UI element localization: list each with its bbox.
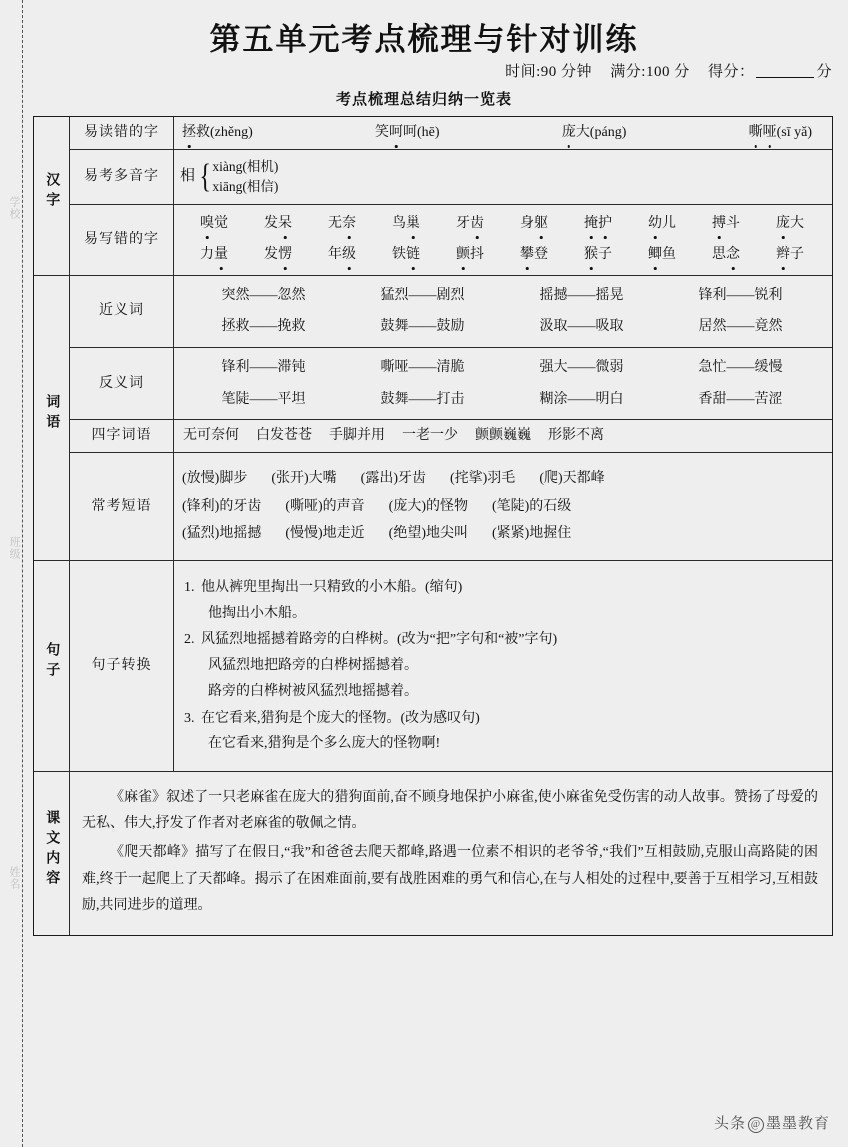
miswritten-item: 掩护 xyxy=(566,213,630,235)
table-row xyxy=(34,420,833,453)
table-row xyxy=(34,205,833,275)
table-row xyxy=(34,771,833,935)
cell-synonyms xyxy=(174,275,833,347)
phrase-item: (猛烈)地摇撼 xyxy=(182,526,262,542)
cell-misread xyxy=(174,117,833,150)
exam-time: 时间:90 分钟 xyxy=(505,64,593,80)
row-label-antonyms: 反义词 xyxy=(70,347,174,419)
sentence-number: 2. xyxy=(184,632,195,648)
sentence-answer: 风猛烈地把路旁的白桦树摇撼着。 xyxy=(208,658,418,674)
sentence-answer: 路旁的白桦树被风猛烈地摇撼着。 xyxy=(208,683,418,699)
cell-polyphonic xyxy=(174,149,833,205)
at-icon: @ xyxy=(748,1117,764,1133)
phrases-block xyxy=(180,458,826,555)
review-points-table xyxy=(33,116,833,936)
margin-note-class: 班级 xyxy=(8,536,20,560)
phrase-item: (张开)大嘴 xyxy=(271,471,337,486)
row-label-sentence-change: 句子转换 xyxy=(70,561,174,772)
sentence-item xyxy=(184,708,824,755)
phrase-item: (露出)牙齿 xyxy=(360,471,426,486)
miswritten-item: 鸟巢 xyxy=(374,213,438,235)
group-label-kewen xyxy=(34,771,70,935)
polyphonic-reading-1: xiàng(相机) xyxy=(212,158,279,174)
polyphonic-block xyxy=(180,155,826,200)
passage-paragraph: 《麻雀》叙述了一只老麻雀在庞大的猎狗面前,奋不顾身地保护小麻雀,使小麻雀免受伤害的动人故事。赞扬了母爱的无私、伟大,抒发了作者对老麻雀的敬佩之情。 xyxy=(82,789,818,832)
antonym-pair: 锋利——滞钝 xyxy=(221,359,306,375)
row-label-misread: 易读错的字 xyxy=(70,117,174,150)
misread-list xyxy=(180,122,826,144)
sentence-answer: 在它看来,猎狗是个多么庞大的怪物啊! xyxy=(208,736,441,752)
miswritten-item: 鲫鱼 xyxy=(630,244,694,266)
antonym-pair: 糊涂——明白 xyxy=(539,391,624,407)
phrase-line xyxy=(182,496,824,518)
miswritten-item: 牙齿 xyxy=(438,213,502,235)
phrase-item: (庞大)的怪物 xyxy=(388,498,468,514)
miswritten-item: 猴子 xyxy=(566,244,630,266)
phrase-item: (绝望)地尖叫 xyxy=(388,526,468,542)
miswritten-grid xyxy=(180,210,826,269)
group-label-juzi-text: 句子 xyxy=(44,642,60,683)
row-label-idioms: 四字词语 xyxy=(70,420,174,453)
brace-icon: { xyxy=(199,158,211,196)
exam-score-unit: 分 xyxy=(816,64,832,80)
antonym-pair: 嘶哑——清脆 xyxy=(380,359,465,375)
synonyms-grid xyxy=(180,281,826,342)
margin-note-school: 学校 xyxy=(8,196,20,220)
sentence-question-row xyxy=(184,577,824,599)
cell-passage xyxy=(70,771,833,935)
sentence-question: 在它看来,猎狗是个庞大的怪物。(改为感叹句) xyxy=(201,710,480,726)
misread-item-3: 庞大(páng) xyxy=(562,122,627,144)
miswritten-item: 无奈 xyxy=(310,213,374,235)
synonym-pair: 汲取——吸取 xyxy=(539,319,624,335)
binding-dashed-line xyxy=(22,0,23,1147)
miswritten-item: 力量 xyxy=(182,244,246,266)
antonyms-grid xyxy=(180,353,826,414)
exam-total-score: 满分:100 分 xyxy=(610,64,690,80)
phrase-item: (慢慢)地走近 xyxy=(285,526,365,542)
cell-phrases xyxy=(174,453,833,561)
synonym-pair: 突然——忽然 xyxy=(221,287,306,303)
group-label-hanzi-text: 汉字 xyxy=(44,171,60,212)
passage-block xyxy=(76,777,826,930)
phrase-line xyxy=(182,523,824,545)
miswritten-item: 发呆 xyxy=(246,213,310,235)
polyphonic-readings xyxy=(212,157,278,198)
phrase-item: (笔陡)的石级 xyxy=(491,498,572,514)
group-label-ciyu xyxy=(34,275,70,561)
miswritten-item: 颤抖 xyxy=(438,244,502,266)
synonym-pair: 锋利——锐利 xyxy=(698,287,783,303)
row-label-synonyms: 近义词 xyxy=(70,275,174,347)
sentence-item xyxy=(184,577,824,624)
margin-note-name: 姓名 xyxy=(8,866,20,890)
exam-score-label: 得分： xyxy=(707,64,755,80)
row-label-miswritten: 易写错的字 xyxy=(70,205,174,275)
synonym-pair: 居然——竟然 xyxy=(698,319,783,335)
miswritten-item: 年级 xyxy=(310,244,374,266)
miswritten-item: 庞大 xyxy=(758,213,822,235)
idiom-item: 一老一少 xyxy=(402,428,458,444)
miswritten-item: 幼儿 xyxy=(630,213,694,235)
group-label-kewen-text: 课文内容 xyxy=(44,809,60,890)
idiom-item: 颤颤巍巍 xyxy=(475,428,531,444)
miswritten-item: 嗅觉 xyxy=(182,213,246,235)
table-row xyxy=(34,561,833,772)
idiom-item: 白发苍苍 xyxy=(256,428,312,444)
miswritten-item: 攀登 xyxy=(502,244,566,266)
antonym-pair: 笔陡——平坦 xyxy=(221,391,306,407)
phrase-item: (锋利)的牙齿 xyxy=(182,498,262,514)
phrase-line xyxy=(182,468,824,490)
miswritten-item: 思念 xyxy=(694,244,758,266)
watermark-prefix: 头条 xyxy=(713,1116,746,1132)
synonym-pair: 摇撼——摇晃 xyxy=(539,287,624,303)
group-label-ciyu-text: 词语 xyxy=(44,393,60,434)
sentence-number: 3. xyxy=(184,710,195,726)
antonym-pair: 强大——微弱 xyxy=(539,359,624,375)
idiom-item: 手脚并用 xyxy=(329,428,385,444)
misread-item-4: 嘶哑(sī yǎ) xyxy=(749,122,812,144)
miswritten-item: 身躯 xyxy=(502,213,566,235)
phrase-item: (紧紧)地握住 xyxy=(491,526,572,542)
table-row xyxy=(34,149,833,205)
idiom-item: 形影不离 xyxy=(548,428,604,444)
phrase-item: (爬)天都峰 xyxy=(539,471,605,486)
table-subtitle: 考点梳理总结归纳一览表 xyxy=(335,92,512,108)
miswritten-item: 辫子 xyxy=(758,244,822,266)
sentence-item xyxy=(184,629,824,702)
sentence-question-row xyxy=(184,708,824,730)
cell-idioms xyxy=(174,420,833,453)
synonym-pair: 鼓舞——鼓励 xyxy=(380,319,465,335)
table-row xyxy=(34,117,833,150)
polyphonic-reading-2: xiāng(相信) xyxy=(212,178,279,194)
idiom-item: 无可奈何 xyxy=(183,428,239,444)
polyphonic-char: 相 xyxy=(180,168,196,185)
watermark-name: 墨墨教育 xyxy=(765,1116,830,1132)
antonym-pair: 香甜——苦涩 xyxy=(698,391,783,407)
synonym-pair: 拯救——挽救 xyxy=(221,319,306,335)
cell-antonyms xyxy=(174,347,833,419)
miswritten-item: 铁链 xyxy=(374,244,438,266)
sentence-number: 1. xyxy=(184,580,195,596)
watermark xyxy=(714,1112,830,1133)
antonym-pair: 急忙——缓慢 xyxy=(698,359,783,375)
idioms-list xyxy=(180,425,826,447)
cell-miswritten xyxy=(174,205,833,275)
page-title: 第五单元考点梳理与针对训练 xyxy=(209,22,639,58)
sentence-question: 风猛烈地摇撼着路旁的白桦树。(改为“把”字句和“被”字句) xyxy=(201,632,558,648)
table-row xyxy=(34,453,833,561)
group-label-juzi xyxy=(34,561,70,772)
row-label-phrases: 常考短语 xyxy=(70,453,174,561)
sentence-answer: 他掏出小木船。 xyxy=(208,605,306,621)
phrase-item: (放慢)脚步 xyxy=(182,471,248,486)
table-row xyxy=(34,275,833,347)
synonym-pair: 猛烈——剧烈 xyxy=(380,287,465,303)
misread-item-2: 笑呵呵(hē) xyxy=(375,122,440,144)
sentence-question: 他从裤兜里掏出一只精致的小木船。(缩句) xyxy=(201,580,463,596)
cell-sentence-change xyxy=(174,561,833,772)
sentence-question-row xyxy=(184,629,824,651)
row-label-polyphonic: 易考多音字 xyxy=(70,149,174,205)
antonym-pair: 鼓舞——打击 xyxy=(380,391,465,407)
exam-meta-line xyxy=(491,60,832,81)
passage-paragraph: 《爬天都峰》描写了在假日,“我”和爸爸去爬天都峰,路遇一位素不相识的老爷爷,“我们”互相鼓励,克服山高路陡的困难,终于一起爬上了天都峰。揭示了在困难面前,要有战胜困难的勇气和信心,在与人相处的过程中,要善于互相学习,互相鼓励,共同进步的道理。 xyxy=(82,845,818,914)
table-row xyxy=(34,347,833,419)
misread-item-1: 拯救(zhěng) xyxy=(182,122,253,144)
miswritten-item: 发愣 xyxy=(246,244,310,266)
phrase-item: (嘶哑)的声音 xyxy=(285,498,365,514)
phrase-item: (挓挲)羽毛 xyxy=(449,471,516,486)
score-blank-field[interactable] xyxy=(756,63,814,78)
miswritten-item: 搏斗 xyxy=(694,213,758,235)
group-label-hanzi xyxy=(34,117,70,276)
sentences-block xyxy=(180,566,826,766)
